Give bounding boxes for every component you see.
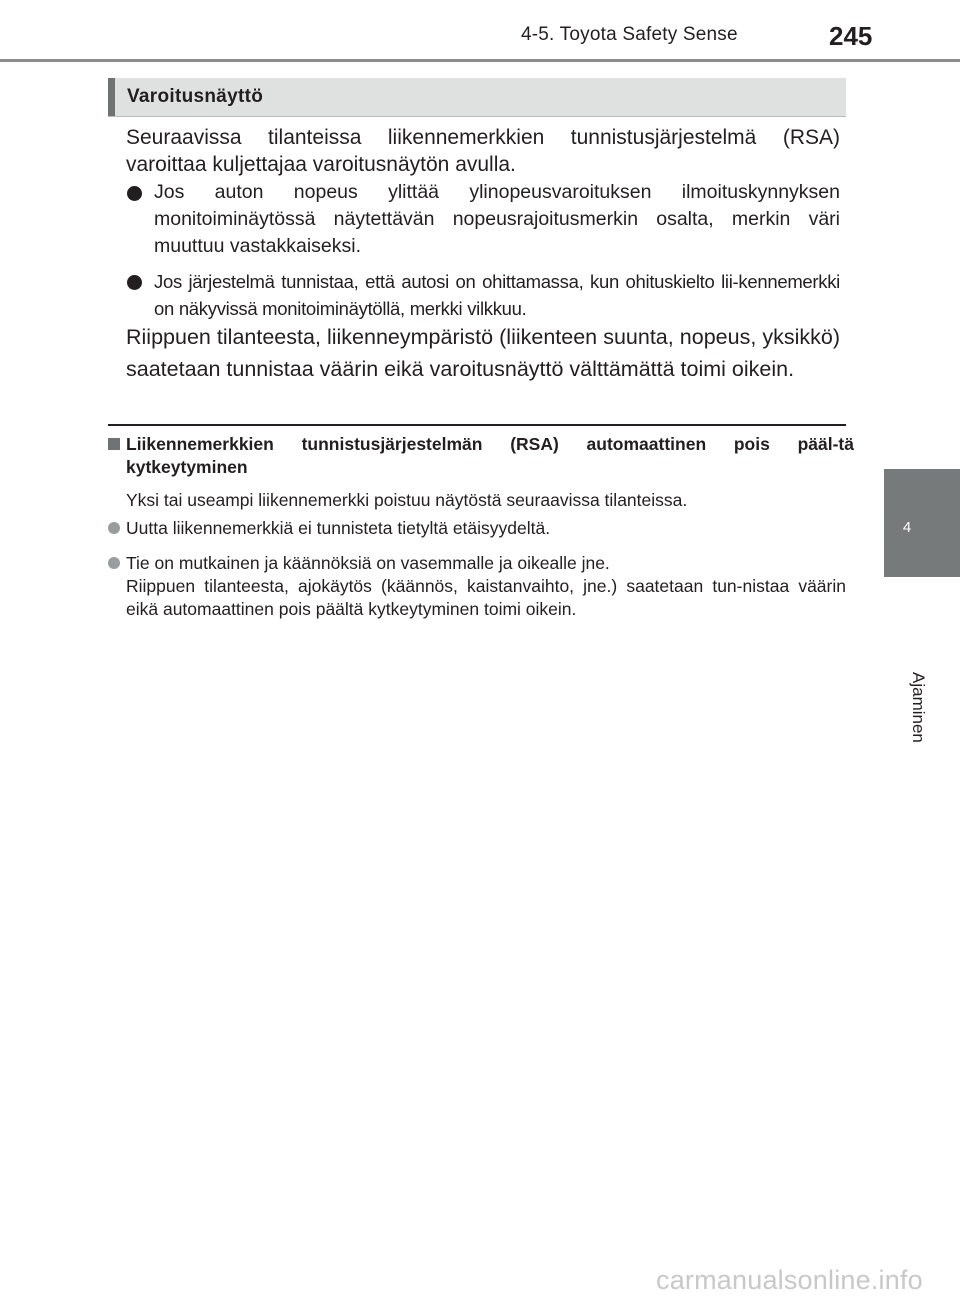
section-divider xyxy=(108,424,846,426)
bullet-icon xyxy=(108,522,120,534)
header-rule xyxy=(0,59,960,62)
subsection-list xyxy=(108,517,846,633)
subsection-intro: Yksi tai useampi liikennemerkki poistuu näytöstä seuraavissa tilanteissa. xyxy=(126,490,688,510)
chapter-label: Ajaminen xyxy=(909,672,928,743)
list-item-text: Jos auton nopeus ylittää ylinopeusvaroituksen ilmoituskynnyksen monitoiminäytössä näytettävän nopeusrajoitusmerkin osalta, merkin väri muuttuu vastakkaiseksi. xyxy=(154,181,840,257)
list-item xyxy=(126,179,840,260)
section-title-accent xyxy=(108,78,115,116)
header-section-title: 4-5. Toyota Safety Sense xyxy=(521,24,738,45)
list-item-text: Uutta liikennemerkkiä ei tunnisteta tietyltä etäisyydeltä. xyxy=(126,518,551,538)
list-item xyxy=(108,517,846,540)
list-item-text: Tie on mutkainen ja käännöksiä on vasemmalle ja oikealle jne. xyxy=(126,553,610,573)
section-title-bar xyxy=(108,78,846,117)
section-title: Varoitusnäyttö xyxy=(127,86,264,107)
bullet-icon xyxy=(108,557,120,569)
bullet-icon xyxy=(127,275,142,290)
chapter-number: 4 xyxy=(902,519,912,536)
subsection-heading xyxy=(108,433,854,479)
square-bullet-icon xyxy=(108,438,120,450)
chapter-tab xyxy=(884,469,960,577)
bullet-icon xyxy=(127,186,142,201)
page-number: 245 xyxy=(829,21,873,51)
note-paragraph: Riippuen tilanteesta, liikenneympäristö (liikenteen suunta, nopeus, yksikkö) saatetaan tunnistaa väärin eikä varoitusnäyttö välttämättä toimi oikein. xyxy=(126,325,840,381)
subsection-heading-text: Liikennemerkkien tunnistusjärjestelmän (RSA) automaattinen pois pääl-tä kytkeytyminen xyxy=(126,434,854,477)
section-intro: Seuraavissa tilanteissa liikennemerkkien tunnistusjärjestelmä (RSA) varoittaa kuljettajaa varoitusnäytön avulla. xyxy=(126,126,840,176)
list-item xyxy=(126,268,840,322)
list-item-detail: Riippuen tilanteesta, ajokäytös (käännös, kaistanvaihto, jne.) saatetaan tun-nistaa väärin eikä automaattinen pois päältä kytkeytyminen toimi oikein. xyxy=(126,576,846,619)
chapter-label-container xyxy=(908,590,928,743)
list-item-text: Jos järjestelmä tunnistaa, että autosi on ohittamassa, kun ohituskielto lii-kennemerkki on näkyvissä monitoiminäytöllä, merkki vilkkuu. xyxy=(154,271,840,319)
list-item xyxy=(108,552,846,621)
warning-bullet-list xyxy=(126,179,840,330)
watermark: carmanualsonline.info xyxy=(656,1265,923,1295)
